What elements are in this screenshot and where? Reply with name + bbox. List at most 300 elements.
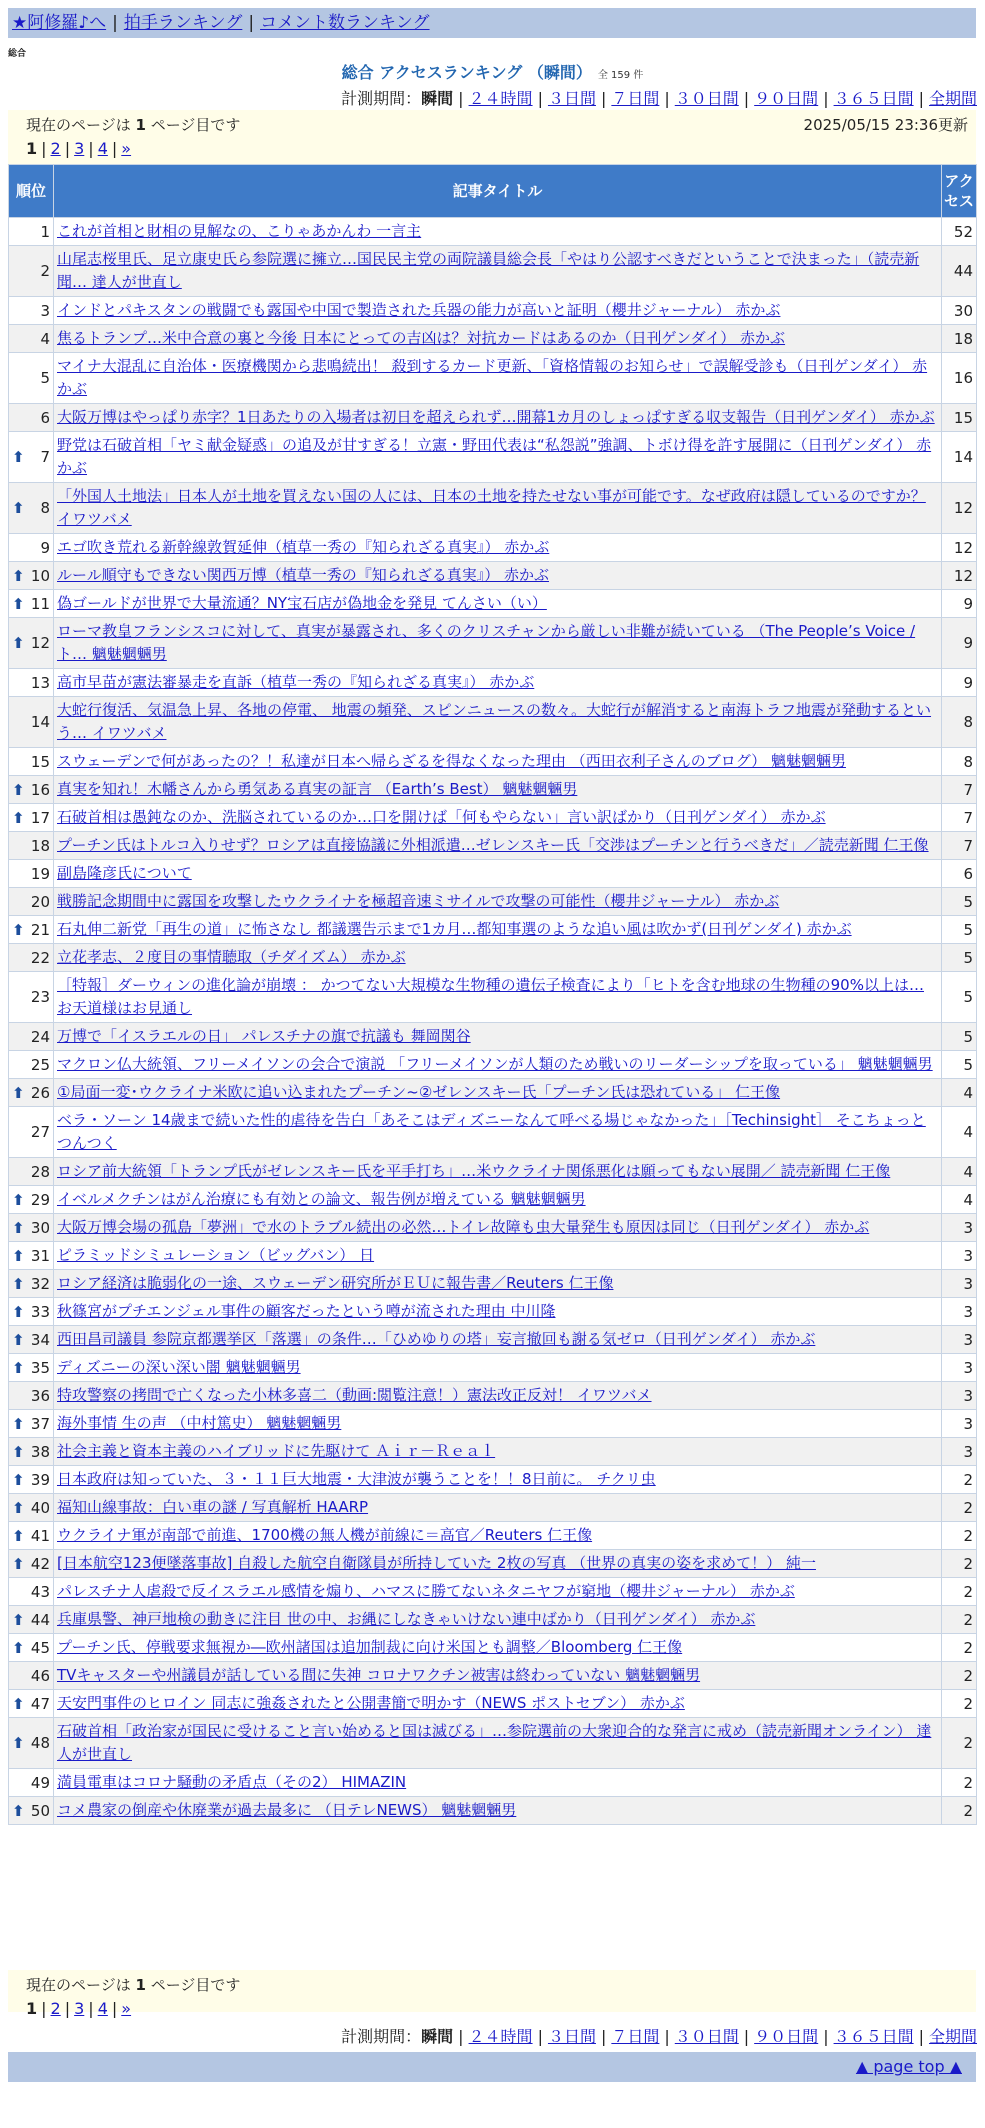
table-row: [9, 618, 977, 669]
up-arrow-icon: ⬆: [12, 1734, 25, 1752]
rank-cell: [9, 1662, 54, 1690]
title-cell: [54, 697, 942, 748]
table-row: [9, 246, 977, 297]
rank-cell: [9, 1079, 54, 1107]
period-link[interactable]: ７日間: [611, 2027, 660, 2046]
article-link[interactable]: 大阪万博会場の孤島「夢洲」で水のトラブル続出の必然…トイレ故障も虫大量発生も原因は同じ（日刊ゲンダイ） 赤かぶ: [57, 1218, 870, 1236]
pager-separator: |: [64, 139, 71, 158]
current-page-text: 現在のページは 1 ページ目です: [26, 116, 241, 134]
period-separator: |: [743, 89, 750, 108]
period-separator: |: [823, 89, 829, 108]
table-row: [9, 1214, 977, 1242]
access-count: 5: [942, 888, 977, 916]
article-link[interactable]: ディズニーの深い深い闇 魑魅魍魎男: [57, 1358, 301, 1376]
title-cell: [54, 218, 942, 246]
period-link[interactable]: ３０日間: [674, 2027, 739, 2046]
rank-cell: [9, 748, 54, 776]
article-link[interactable]: これが首相と財相の見解なの、こりゃあかんわ 一言主: [57, 222, 422, 240]
title-cell: [54, 1606, 942, 1634]
rank-cell: [9, 1550, 54, 1578]
title-cell: [54, 748, 942, 776]
access-count: 2: [942, 1550, 977, 1578]
rank-cell: [9, 832, 54, 860]
title-cell: [54, 1438, 942, 1466]
article-link[interactable]: マイナ大混乱に自治体・医療機関から悲鳴続出！ 殺到するカード更新、「資格情報のお知らせ」で誤解受診も（日刊ゲンダイ） 赤かぶ: [57, 357, 928, 398]
period-link[interactable]: ９０日間: [754, 2027, 819, 2046]
applause-ranking-link[interactable]: 拍手ランキング: [123, 13, 243, 33]
article-link[interactable]: プーチン氏はトルコ入りせず？ロシアは直接協議に外相派遣…ゼレンスキー氏「交渉はプーチンと行うべきだ」／読売新聞 仁王像: [57, 836, 929, 854]
up-arrow-icon: ⬆: [12, 566, 25, 585]
table-header-row: [9, 165, 977, 218]
title-cell: [54, 353, 942, 404]
table-row: [9, 1158, 977, 1186]
up-arrow-icon: ⬆: [12, 1330, 25, 1349]
up-arrow-icon: ⬆: [12, 1274, 25, 1293]
up-arrow-icon: ⬆: [12, 1801, 25, 1820]
period-current: 瞬間: [421, 89, 454, 108]
article-link[interactable]: 副島隆彦氏について: [57, 864, 192, 882]
article-link[interactable]: 社会主義と資本主義のハイブリッドに先駆けて Ａｉｒ－Ｒｅａｌ: [57, 1442, 496, 1460]
period-separator: |: [823, 2027, 829, 2046]
table-row: [9, 944, 977, 972]
article-link[interactable]: インドとパキスタンの戦闘でも露国や中国で製造された兵器の能力が高いと証明（櫻井ジャーナル） 赤かぶ: [57, 301, 781, 319]
rank-number: 18: [30, 836, 50, 855]
article-link[interactable]: スウェーデンで何があったの？！私達が日本へ帰らざるを得なくなった理由 （西田衣利子さんのブログ） 魑魅魍魎男: [57, 752, 846, 770]
up-arrow-icon: ⬆: [12, 1526, 25, 1545]
rank-number: 44: [30, 1610, 50, 1629]
up-arrow-icon: ⬆: [12, 499, 25, 517]
access-count: 2: [942, 1797, 977, 1825]
table-row: [9, 534, 977, 562]
rank-number: 48: [30, 1734, 50, 1752]
title-cell: [54, 1214, 942, 1242]
period-current: 瞬間: [421, 2027, 454, 2046]
section-label: 総合: [8, 49, 27, 59]
article-link[interactable]: ルール順守もできない関西万博（植草一秀の『知られざる真実』） 赤かぶ: [57, 566, 549, 584]
title-cell: [54, 832, 942, 860]
period-separator: |: [458, 89, 464, 108]
article-link[interactable]: ①局面一変･ウクライナ米欧に追い込まれたプーチン~②ゼレンスキー氏「プーチン氏は恐れている」 仁王像: [57, 1083, 781, 1101]
access-count: 14: [942, 432, 977, 483]
pager-separator: |: [88, 139, 94, 158]
access-count: 3: [942, 1214, 977, 1242]
article-link[interactable]: ピラミッドシミュレーション（ビッグバン） 日: [57, 1246, 375, 1264]
article-link[interactable]: 日本政府は知っていた、３・１１巨大地震・大津波が襲うことを！！8日前に。 チクリ虫: [57, 1470, 656, 1488]
rank-number: 25: [30, 1055, 50, 1074]
up-arrow-icon: ⬆: [12, 1414, 25, 1433]
pager-link[interactable]: 3: [74, 139, 85, 158]
rank-cell: [9, 888, 54, 916]
rank-number: 21: [30, 920, 50, 939]
table-row: [9, 325, 977, 353]
article-link[interactable]: ベラ・ソーン 14歳まで続いた性的虐待を告白「あそこはディズニーなんて呼べる場じゃなかった」［Techinsight］ そこちょっとつんつく: [57, 1111, 926, 1152]
period-link[interactable]: ３日間: [547, 89, 596, 108]
period-separator: |: [537, 89, 543, 108]
article-link[interactable]: 西田昌司議員 参院京都選挙区「落選」の条件…「ひめゆりの塔」妄言撤回も謝る気ゼロ（日刊ゲンダイ） 赤かぶ: [57, 1330, 816, 1348]
table-row: [9, 1690, 977, 1718]
rank-number: 5: [40, 369, 50, 387]
pager-link[interactable]: 2: [50, 1999, 61, 2018]
article-link[interactable]: [日本航空123便墜落事故] 自殺した航空自衛隊員が所持していた 2枚の写真 （世界の真実の姿を求めて！） 純一: [57, 1554, 816, 1572]
title-cell: [54, 325, 942, 353]
rank-number: 49: [30, 1773, 50, 1792]
article-link[interactable]: 真実を知れ！木幡さんから勇気ある真実の証言 （Earth’s Best） 魑魅魍魎男: [57, 780, 578, 798]
table-row: [9, 697, 977, 748]
title-cell: [54, 916, 942, 944]
article-link[interactable]: 大蛇行復活、気温急上昇、各地の停電、 地震の頻発、スピンニュースの数々。大蛇行が解消すると南海トラフ地震が発動するという… イワツバメ: [57, 701, 932, 742]
article-link[interactable]: 海外事情 生の声 （中村篤史） 魑魅魍魎男: [57, 1414, 342, 1432]
title-cell: [54, 972, 942, 1023]
access-count: 5: [942, 916, 977, 944]
title-cell: [54, 1186, 942, 1214]
article-link[interactable]: エゴ吹き荒れる新幹線敦賀延伸（植草一秀の『知られざる真実』） 赤かぶ: [57, 538, 550, 556]
article-link[interactable]: 焦るトランプ…米中合意の裏と今後 日本にとっての吉凶は？対抗カードはあるのか（日刊ゲンダイ） 赤かぶ: [57, 329, 786, 347]
title-cell: [54, 246, 942, 297]
pager-link[interactable]: 4: [97, 139, 108, 158]
rank-number: 15: [30, 752, 50, 771]
rank-cell: [9, 1797, 54, 1825]
rank-cell: [9, 1690, 54, 1718]
table-row: [9, 1079, 977, 1107]
article-link[interactable]: TVキャスターや州議員が話している間に失神 コロナワクチン被害は終わっていない 魑魅魍魎男: [57, 1666, 701, 1684]
article-link[interactable]: ［特報］ダーウィンの進化論が崩壊 ： かつてない大規模な生物種の遺伝子検査により「ヒトを含む地球の生物種の90%以上は… お天道様はお見通し: [57, 976, 924, 1017]
total-count: 全 159 件: [597, 70, 644, 81]
period-label: 計測期間：: [341, 89, 422, 108]
title-cell: [54, 1797, 942, 1825]
rank-number: 14: [30, 713, 50, 731]
pager-current: 1: [26, 139, 38, 158]
access-count: 2: [942, 1578, 977, 1606]
title-cell: [54, 534, 942, 562]
article-link[interactable]: 秋篠宮がプチエンジェル事件の顧客だったという噂が流された理由 中川隆: [57, 1302, 556, 1320]
pager-current: 1: [26, 1999, 38, 2018]
up-arrow-icon: ⬆: [12, 1190, 25, 1209]
access-count: 2: [942, 1466, 977, 1494]
access-count: 3: [942, 1242, 977, 1270]
article-link[interactable]: 高市早苗が憲法審暴走を直訴（植草一秀の『知られざる真実』） 赤かぶ: [57, 673, 535, 691]
article-link[interactable]: イベルメクチンはがん治療にも有効との論文、報告例が増えている 魑魅魍魎男: [57, 1190, 586, 1208]
rank-number: 19: [30, 864, 50, 883]
access-count: 3: [942, 1298, 977, 1326]
article-link[interactable]: 大阪万博はやっぱり赤字？1日あたりの入場者は初日を超えられず…開幕1カ月のしょっぱすぎる収支報告（日刊ゲンダイ） 赤かぶ: [57, 408, 935, 426]
rank-number: 27: [30, 1123, 50, 1141]
table-row: [9, 1438, 977, 1466]
updated-time: 2025/05/15 23:36更新: [803, 116, 968, 134]
title-cell: [54, 1326, 942, 1354]
pager-link[interactable]: 4: [97, 1999, 108, 2018]
title-cell: [54, 1270, 942, 1298]
rank-cell: [9, 353, 54, 404]
access-count: 2: [942, 1769, 977, 1797]
article-link[interactable]: 山尾志桜里氏、足立康史氏ら参院選に擁立…国民民主党の両院議員総会長「やはり公認すべきだということで決まった」（読売新聞… 達人が世直し: [57, 250, 920, 291]
period-link[interactable]: ２４時間: [468, 2027, 533, 2046]
pager-next-link[interactable]: »: [121, 1999, 132, 2018]
rank-cell: [9, 669, 54, 697]
article-link[interactable]: ウクライナ軍が南部で前進、1700機の無人機が前線に＝高官／Reuters 仁王像: [57, 1526, 593, 1544]
up-arrow-icon: ⬆: [12, 1498, 25, 1517]
article-link[interactable]: マクロン仏大統領、フリーメイソンの会合で演説 「フリーメイソンが人類のため戦いのリーダーシップを取っている」 魑魅魍魎男: [57, 1055, 933, 1073]
access-count: 44: [942, 246, 977, 297]
rank-cell: [9, 618, 54, 669]
article-link[interactable]: 石丸伸二新党「再生の道」に怖さなし 都議選告示まで1カ月…都知事選のような追い風は吹かず(日刊ゲンダイ) 赤かぶ: [57, 920, 852, 938]
pager-separator: |: [41, 1999, 47, 2018]
rank-cell: [9, 1634, 54, 1662]
pager-link[interactable]: 3: [74, 1999, 85, 2018]
rank-number: 20: [30, 892, 50, 911]
up-arrow-icon: ⬆: [12, 1218, 25, 1237]
access-count: 5: [942, 972, 977, 1023]
rank-number: 22: [30, 948, 50, 967]
access-count: 3: [942, 1326, 977, 1354]
table-row: [9, 590, 977, 618]
page-info-top: [8, 110, 976, 164]
rank-number: 33: [30, 1302, 50, 1321]
table-row: [9, 804, 977, 832]
rank-cell: [9, 1107, 54, 1158]
article-link[interactable]: 福知山線事故：白い車の謎 / 写真解析 HAARP: [57, 1498, 369, 1516]
pager-separator: |: [111, 1999, 118, 2018]
access-count: 2: [942, 1634, 977, 1662]
table-row: [9, 404, 977, 432]
table-row: [9, 1107, 977, 1158]
period-separator: |: [600, 2027, 607, 2046]
table-row: [9, 1494, 977, 1522]
rank-number: 37: [30, 1414, 50, 1433]
article-link[interactable]: パレスチナ人虐殺で反イスラエル感情を煽り、ハマスに勝てないネタニヤフが窮地（櫻井ジャーナル） 赤かぶ: [57, 1582, 795, 1600]
period-separator: |: [664, 2027, 670, 2046]
comment-ranking-link[interactable]: コメント数ランキング: [260, 13, 430, 33]
access-count: 4: [942, 1158, 977, 1186]
title-cell: [54, 1718, 942, 1769]
period-separator: |: [918, 2027, 924, 2046]
rank-cell: [9, 432, 54, 483]
access-count: 7: [942, 832, 977, 860]
rank-number: 29: [30, 1190, 50, 1209]
article-link[interactable]: 偽ゴールドが世界で大量流通？NY宝石店が偽地金を発見 てんさい（い）: [57, 594, 547, 612]
rank-cell: [9, 483, 54, 534]
up-arrow-icon: ⬆: [12, 1083, 25, 1102]
rank-cell: [9, 562, 54, 590]
up-arrow-icon: ⬆: [12, 808, 25, 827]
period-separator: |: [664, 89, 670, 108]
period-separator: |: [458, 2027, 464, 2046]
pager-separator: |: [88, 1999, 94, 2018]
rank-number: 24: [30, 1027, 50, 1046]
table-row: [9, 1466, 977, 1494]
rank-cell: [9, 1354, 54, 1382]
period-separator: |: [918, 89, 924, 108]
page-title: 総合 アクセスランキング （瞬間）: [341, 63, 592, 82]
article-link[interactable]: 「外国人土地法」日本人が土地を買えない国の人には、日本の土地を持たせない事が可能です。なぜ政府は隠しているのですか？ イワツバメ: [57, 487, 926, 528]
home-link[interactable]: ★阿修羅♪へ: [12, 13, 107, 33]
access-count: 4: [942, 1186, 977, 1214]
rank-number: 41: [30, 1526, 50, 1545]
access-count: 3: [942, 1270, 977, 1298]
period-separator: |: [743, 2027, 750, 2046]
table-row: [9, 1326, 977, 1354]
up-arrow-icon: ⬆: [12, 920, 25, 939]
rank-number: 26: [30, 1083, 50, 1102]
article-link[interactable]: 特攻警察の拷問で亡くなった小林多喜二（動画:閲覧注意！）憲法改正反対！ イワツバメ: [57, 1386, 652, 1404]
table-row: [9, 1354, 977, 1382]
rank-cell: [9, 534, 54, 562]
access-count: 4: [942, 1107, 977, 1158]
title-cell: [54, 1466, 942, 1494]
rank-number: 12: [30, 634, 50, 652]
table-row: [9, 669, 977, 697]
article-link[interactable]: 石破首相は愚鈍なのか、洗脳されているのか…口を開けば「何もやらない」言い訳ばかり（日刊ゲンダイ） 赤かぶ: [57, 808, 826, 826]
rank-number: 42: [30, 1554, 50, 1573]
access-count: 7: [942, 804, 977, 832]
period-link[interactable]: ７日間: [611, 89, 660, 108]
period-link[interactable]: 全期間: [928, 2027, 977, 2046]
article-link[interactable]: 満員電車はコロナ騒動の矛盾点（その2） HIMAZIN: [57, 1773, 407, 1791]
pager-link[interactable]: 2: [50, 139, 61, 158]
period-link[interactable]: ２４時間: [468, 89, 533, 108]
up-arrow-icon: ⬆: [12, 1610, 25, 1629]
access-count: 16: [942, 353, 977, 404]
period-link[interactable]: ３０日間: [674, 89, 739, 108]
access-count: 5: [942, 1023, 977, 1051]
access-count: 8: [942, 697, 977, 748]
up-arrow-icon: ⬆: [12, 1638, 25, 1657]
title-cell: [54, 1634, 942, 1662]
rank-cell: [9, 1466, 54, 1494]
rank-number: 35: [30, 1358, 50, 1377]
rank-cell: [9, 1718, 54, 1769]
article-link[interactable]: ロシア経済は脆弱化の一途、スウェーデン研究所がＥＵに報告書／Reuters 仁王像: [57, 1274, 614, 1292]
rank-cell: [9, 1578, 54, 1606]
table-row: [9, 562, 977, 590]
period-link[interactable]: ３日間: [547, 2027, 596, 2046]
up-arrow-icon: ⬆: [12, 1694, 25, 1713]
article-link[interactable]: 野党は石破首相「ヤミ献金疑惑」の追及が甘すぎる！立憲・野田代表は“私怨説”強調、トボけ得を許す展開に（日刊ゲンダイ） 赤かぶ: [57, 436, 932, 477]
access-count: 12: [942, 483, 977, 534]
title-cell: [54, 888, 942, 916]
up-arrow-icon: ⬆: [12, 1470, 25, 1489]
access-count: 8: [942, 748, 977, 776]
table-row: [9, 1606, 977, 1634]
up-arrow-icon: ⬆: [12, 1358, 25, 1377]
rank-cell: [9, 1158, 54, 1186]
footer-bar: [8, 2052, 976, 2082]
access-count: 3: [942, 1354, 977, 1382]
pager-separator: |: [41, 139, 47, 158]
title-cell: [54, 1023, 942, 1051]
rank-cell: [9, 1186, 54, 1214]
article-link[interactable]: プーチン氏、停戦要求無視か―欧州諸国は追加制裁に向け米国とも調整／Bloomberg 仁王像: [57, 1638, 683, 1656]
table-row: [9, 832, 977, 860]
article-link[interactable]: 兵庫県警、神戸地検の動きに注目 世の中、お縄にしなきゃいけない連中ばかり（日刊ゲンダイ） 赤かぶ: [57, 1610, 756, 1628]
table-row: [9, 1718, 977, 1769]
access-count: 5: [942, 944, 977, 972]
title-cell: [54, 1051, 942, 1079]
page-top-link[interactable]: ▲ page top ▲: [855, 2057, 962, 2076]
rank-number: 4: [40, 329, 50, 348]
rank-cell: [9, 325, 54, 353]
access-count: 30: [942, 297, 977, 325]
pager-bottom: [26, 1999, 968, 2018]
table-row: [9, 1797, 977, 1825]
title-cell: [54, 1382, 942, 1410]
title-cell: [54, 297, 942, 325]
title-cell: [54, 1522, 942, 1550]
article-link[interactable]: 石破首相「政治家が国民に受けること言い始めると国は滅びる」…参院選前の大衆迎合的な発言に戒め（読売新聞オンライン） 達人が世直し: [57, 1722, 932, 1763]
up-arrow-icon: ⬆: [12, 634, 25, 652]
rank-cell: [9, 297, 54, 325]
table-row: [9, 297, 977, 325]
title-cell: [54, 1662, 942, 1690]
rank-cell: [9, 1606, 54, 1634]
access-count: 18: [942, 325, 977, 353]
up-arrow-icon: ⬆: [12, 448, 25, 466]
page-info-bottom: [8, 1970, 976, 2018]
up-arrow-icon: ⬆: [12, 780, 25, 799]
access-count: 3: [942, 1382, 977, 1410]
period-link[interactable]: ９０日間: [754, 89, 819, 108]
article-link[interactable]: コメ農家の倒産や休廃業が過去最多に （日テレNEWS） 魑魅魍魎男: [57, 1801, 517, 1819]
table-row: [9, 1023, 977, 1051]
rank-cell: [9, 1051, 54, 1079]
pager-next-link[interactable]: »: [121, 139, 132, 158]
article-link[interactable]: 立花孝志、２度目の事情聴取（チダイズム） 赤かぶ: [57, 948, 406, 966]
period-link[interactable]: ３６５日間: [833, 2027, 914, 2046]
access-count: 2: [942, 1690, 977, 1718]
article-link[interactable]: 万博で「イスラエルの日」 パレスチナの旗で抗議も 舞岡関谷: [57, 1027, 471, 1045]
table-row: [9, 1242, 977, 1270]
table-row: [9, 748, 977, 776]
article-link[interactable]: 戦勝記念期間中に露国を攻撃したウクライナを極超音速ミサイルで攻撃の可能性（櫻井ジャーナル） 赤かぶ: [57, 892, 780, 910]
table-row: [9, 1186, 977, 1214]
table-row: [9, 1382, 977, 1410]
pager-separator: |: [64, 1999, 71, 2018]
rank-number: 43: [30, 1582, 50, 1601]
access-header: アクセス: [942, 165, 977, 218]
period-link[interactable]: ３６５日間: [833, 89, 914, 108]
page-heading: [0, 60, 985, 83]
access-count: 52: [942, 218, 977, 246]
rank-cell: [9, 1214, 54, 1242]
access-count: 12: [942, 534, 977, 562]
title-cell: [54, 1354, 942, 1382]
rank-cell: [9, 1382, 54, 1410]
rank-number: 32: [30, 1274, 50, 1293]
table-row: [9, 432, 977, 483]
rank-cell: [9, 1410, 54, 1438]
rank-cell: [9, 404, 54, 432]
period-link[interactable]: 全期間: [928, 89, 977, 108]
table-row: [9, 1550, 977, 1578]
table-row: [9, 1522, 977, 1550]
title-cell: [54, 1158, 942, 1186]
rank-number: 16: [30, 780, 50, 799]
article-link[interactable]: 天安門事件のヒロイン 同志に強姦されたと公開書簡で明かす（NEWS ポストセブン） 赤かぶ: [57, 1694, 685, 1712]
title-cell: [54, 618, 942, 669]
nav-separator: |: [112, 13, 118, 33]
rank-cell: [9, 804, 54, 832]
rank-cell: [9, 1522, 54, 1550]
rank-number: 45: [30, 1638, 50, 1657]
rank-number: 30: [30, 1218, 50, 1237]
article-link[interactable]: ロシア前大統領「トランプ氏がゼレンスキー氏を平手打ち」…米ウクライナ関係悪化は願ってもない展開／ 読売新聞 仁王像: [57, 1162, 891, 1180]
up-arrow-icon: ⬆: [12, 594, 25, 613]
access-count: 6: [942, 860, 977, 888]
article-link[interactable]: ローマ教皇フランシスコに対して、真実が暴露され、多くのクリスチャンから厳しい非難が続いている （The People’s Voice / ト… 魑魅魍魎男: [57, 622, 916, 663]
title-cell: [54, 1079, 942, 1107]
table-row: [9, 888, 977, 916]
rank-number: 13: [30, 673, 50, 692]
access-count: 2: [942, 1662, 977, 1690]
